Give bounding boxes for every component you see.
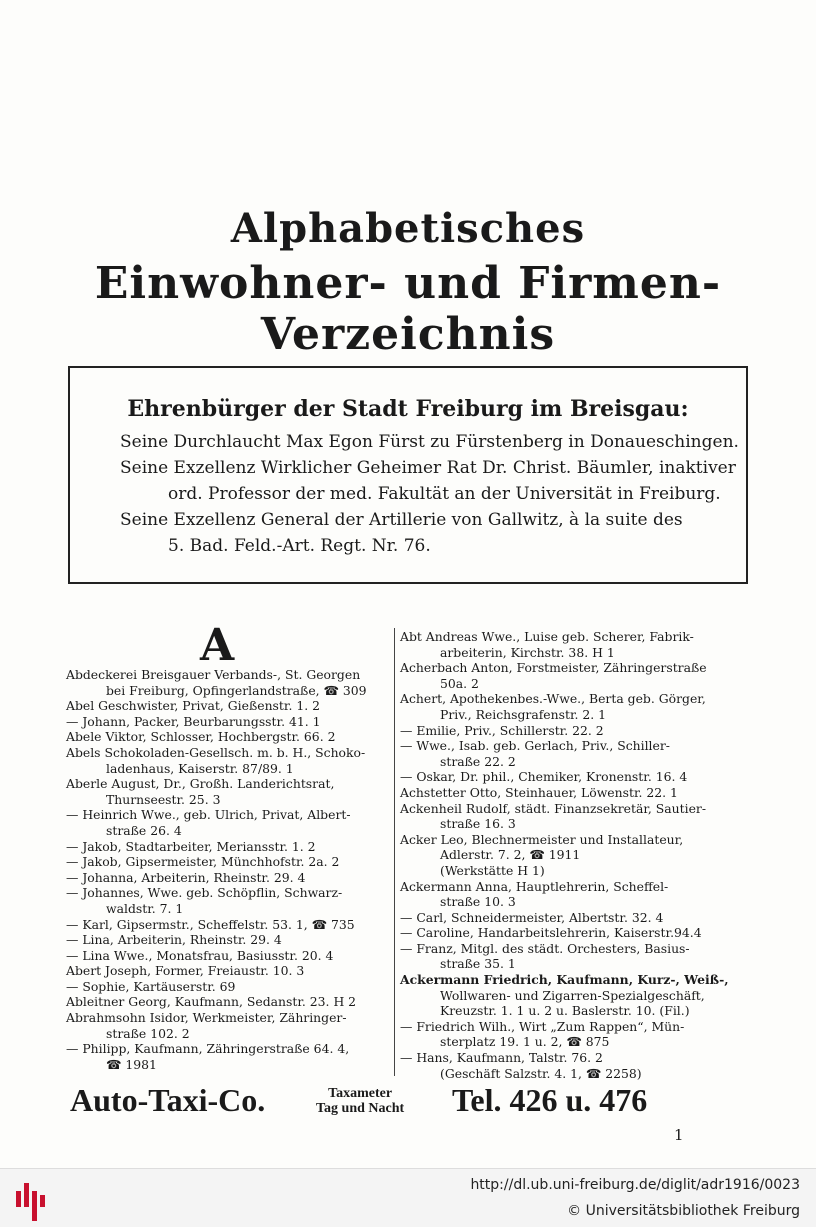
- directory-entry-line: Acker Leo, Blechnermeister und Installateur,: [400, 831, 684, 847]
- advert-telephone: Tel. 426 u. 476: [452, 1082, 648, 1118]
- honor-line-2: Seine Exzellenz Wirklicher Geheimer Rat Dr. Christ. Bäumler, inaktiver: [120, 458, 736, 478]
- directory-entry-line: ladenhaus, Kaiserstr. 87/89. 1: [106, 760, 294, 776]
- directory-entry-line: — Philipp, Kaufmann, Zähringerstraße 64. 4,: [66, 1041, 350, 1057]
- directory-entry-line: Abt Andreas Wwe., Luise geb. Scherer, Fabrik-: [400, 629, 694, 644]
- copyright-notice: © Universitätsbibliothek Freiburg: [567, 1203, 800, 1219]
- directory-entry-line: Priv., Reichsgrafenstr. 2. 1: [440, 706, 607, 722]
- directory-entry-line: — Lina, Arbeiterin, Rheinstr. 29. 4: [66, 932, 282, 948]
- advertisement: [70, 1082, 730, 1122]
- directory-entry-line: Ackenheil Rudolf, städt. Finanzsekretär, Sautier-: [400, 800, 707, 816]
- directory-entry-line: — Friedrich Wilh., Wirt „Zum Rappen“, Mün-: [400, 1018, 685, 1034]
- directory-entry-line: bei Freiburg, Opfingerlandstraße, ☎ 309: [106, 682, 367, 698]
- directory-entry-line: — Hans, Kaufmann, Talstr. 76. 2: [400, 1050, 603, 1066]
- directory-entry-line: straße 102. 2: [106, 1025, 190, 1041]
- advert-subtitle-line-1: Taxameter: [328, 1086, 393, 1101]
- directory-entry-line: — Jakob, Gipsermeister, Münchhofstr. 2a. 2: [66, 854, 340, 870]
- right-column: [400, 629, 758, 1081]
- honor-box-title: Ehrenbürger der Stadt Freiburg im Breisgau:: [127, 396, 689, 422]
- library-logo-icon: [14, 1177, 48, 1221]
- directory-entry-line: Abele Viktor, Schlosser, Hochbergstr. 66. 2: [66, 729, 336, 745]
- directory-entry-line: — Johann, Packer, Beurbarungsstr. 41. 1: [66, 713, 321, 729]
- directory-entry-line: — Johannes, Wwe. geb. Schöpflin, Schwarz-: [66, 885, 343, 901]
- advert-subtitle-line-2: Tag und Nacht: [316, 1101, 405, 1116]
- directory-entry-line: — Sophie, Kartäuserstr. 69: [66, 978, 236, 994]
- heading-line-1: Alphabetisches: [230, 205, 586, 252]
- directory-entry-line: 50a. 2: [440, 675, 479, 691]
- directory-entry-line: straße 22. 2: [440, 753, 516, 769]
- directory-entry-line: Ableitner Georg, Kaufmann, Sedanstr. 23. H 2: [66, 994, 357, 1010]
- directory-entry-line: Aberle August, Dr., Großh. Landerichtsrat,: [66, 776, 335, 792]
- directory-entry-line: straße 35. 1: [440, 956, 516, 972]
- directory-entry-line: — Oskar, Dr. phil., Chemiker, Kronenstr. 16. 4: [400, 769, 688, 785]
- directory-entry-line: Ackermann Friedrich, Kaufmann, Kurz-, Weiß-,: [400, 972, 729, 988]
- honor-line-1: Seine Durchlaucht Max Egon Fürst zu Fürstenberg in Donaueschingen.: [120, 432, 739, 452]
- column-divider: [394, 628, 395, 1076]
- directory-entry-line: Wollwaren- und Zigarren-Spezialgeschäft,: [440, 987, 705, 1003]
- directory-entry-line: — Johanna, Arbeiterin, Rheinstr. 29. 4: [66, 869, 306, 885]
- directory-entry-line: — Jakob, Stadtarbeiter, Meriansstr. 1. 2: [66, 838, 316, 854]
- directory-entry-line: Thurnseestr. 25. 3: [106, 791, 221, 807]
- directory-entry-line: Achstetter Otto, Steinhauer, Löwenstr. 22. 1: [400, 784, 678, 800]
- viewer-footer: [0, 1168, 816, 1227]
- directory-entry-line: — Franz, Mitgl. des städt. Orchesters, Basius-: [400, 940, 690, 956]
- directory-entry-line: Kreuzstr. 1. 1 u. 2 u. Baslerstr. 10. (Fil.): [440, 1003, 690, 1019]
- directory-entry-line: (Geschäft Salzstr. 4. 1, ☎ 2258): [440, 1065, 642, 1081]
- honor-line-5: 5. Bad. Feld.-Art. Regt. Nr. 76.: [168, 536, 431, 556]
- honor-line-4: Seine Exzellenz General der Artillerie von Gallwitz, à la suite des: [120, 510, 683, 530]
- left-column: [66, 667, 392, 1072]
- directory-entry-line: Abdeckerei Breisgauer Verbands-, St. Georgen: [66, 667, 361, 682]
- directory-entry-line: waldstr. 7. 1: [106, 900, 184, 916]
- directory-entry-line: — Carl, Schneidermeister, Albertstr. 32. 4: [400, 909, 664, 925]
- directory-entry-line: straße 16. 3: [440, 816, 516, 832]
- directory-entry-line: arbeiterin, Kirchstr. 38. H 1: [440, 644, 615, 660]
- source-url-link[interactable]: http://dl.ub.uni-freiburg.de/diglit/adr1916/0023: [470, 1177, 800, 1193]
- directory-entry-line: sterplatz 19. 1 u. 2, ☎ 875: [440, 1034, 610, 1050]
- directory-entry-line: Abert Joseph, Former, Freiaustr. 10. 3: [66, 963, 305, 979]
- directory-entry-line: Abrahmsohn Isidor, Werkmeister, Zähringer-: [66, 1010, 347, 1026]
- directory-entry-line: Acherbach Anton, Forstmeister, Zähringerstraße: [400, 660, 707, 676]
- directory-entry-line: (Werkstätte H 1): [440, 862, 545, 878]
- directory-entry-line: straße 26. 4: [106, 822, 182, 838]
- directory-entry-line: ☎ 1981: [106, 1056, 157, 1072]
- directory-entry-line: — Caroline, Handarbeitslehrerin, Kaiserstr.94.4: [400, 925, 702, 941]
- directory-entry-line: Abels Schokoladen-Gesellsch. m. b. H., Schoko-: [66, 744, 366, 760]
- honor-citizens-box: [68, 366, 748, 584]
- directory-entry-line: Ackermann Anna, Hauptlehrerin, Scheffel-: [400, 878, 669, 894]
- directory-entry-line: Abel Geschwister, Privat, Gießenstr. 1. 2: [66, 698, 320, 714]
- page-number: 1: [674, 1126, 684, 1144]
- directory-entry-line: — Lina Wwe., Monatsfrau, Basiusstr. 20. 4: [66, 947, 334, 963]
- section-letter: A: [200, 620, 235, 671]
- directory-entry-line: Adlerstr. 7. 2, ☎ 1911: [440, 847, 581, 863]
- advert-name: Auto-Taxi-Co.: [70, 1082, 266, 1118]
- directory-entry-line: — Emilie, Priv., Schillerstr. 22. 2: [400, 722, 604, 738]
- directory-entry-line: — Wwe., Isab. geb. Gerlach, Priv., Schiller-: [400, 738, 670, 754]
- directory-entry-line: — Karl, Gipsermstr., Scheffelstr. 53. 1, ☎ 735: [66, 916, 355, 932]
- directory-entry-line: Achert, Apothekenbes.-Wwe., Berta geb. Görger,: [400, 691, 706, 707]
- honor-line-3: ord. Professor der med. Fakultät an der Universität in Freiburg.: [168, 484, 721, 504]
- directory-entry-line: — Heinrich Wwe., geb. Ulrich, Privat, Albert-: [66, 807, 351, 823]
- advert-subtitle: [316, 1086, 404, 1116]
- directory-entry-line: straße 10. 3: [440, 894, 516, 910]
- heading-line-2: Einwohner- und Firmen-Verzeichnis: [94, 258, 722, 360]
